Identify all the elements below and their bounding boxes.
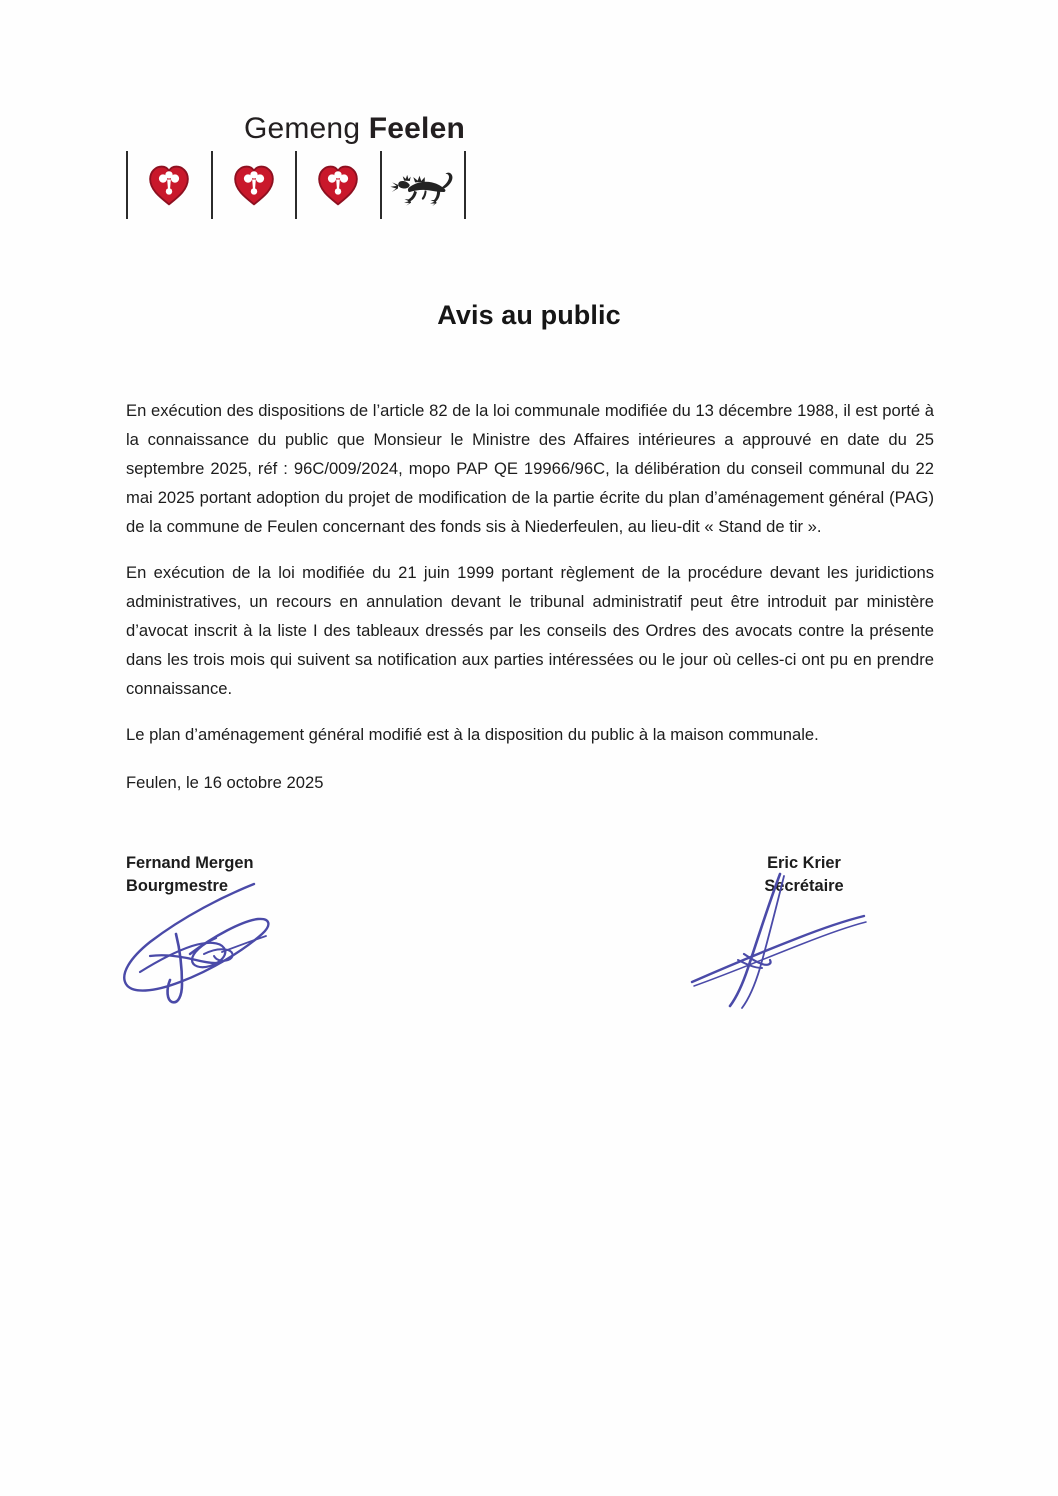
signatory-name: Fernand Mergen [126, 854, 254, 872]
wordmark-feelen: Feelen [368, 112, 465, 145]
signature-row [126, 852, 934, 1032]
signature-block-mayor [126, 852, 426, 898]
coat-of-arms [126, 151, 466, 219]
wordmark-gemeng: Gemeng [243, 112, 361, 145]
paragraph-appeal: En exécution de la loi modifiée du 21 juin 1999 portant règlement de la procédure devant les juridictions administratives, un recours en annulation devant le tribunal administratif peut être introduit par ministère d’avocat inscrit à la liste I des tableaux dressés par les conseils des Ordres des avocats contre la présente dans les trois mois qui suivent sa notification aux parties intéressées ou le jour où celles-ci ont pu en prendre connaissance. [126, 563, 934, 698]
crest-cell-3 [297, 151, 380, 219]
heart-clover-icon [231, 162, 277, 208]
heart-clover-icon [146, 162, 192, 208]
paragraph-approval: En exécution des dispositions de l’article 82 de la loi communale modifiée du 13 décembre 1988, il est porté à la connaissance du public que Monsieur le Ministre des Affaires intérieures a approuvé en date du 25 septembre 2025, réf : 96C/009/2024, mopo PAP QE 19966/96C, la délibération du conseil communal du 22 mai 2025 portant adoption du projet de modification de la partie écrite du plan d’aménagement général (PAG) de la commune de Feulen concernant des fonds sis à Niederfeulen, au lieu-dit « Stand de tir ». [126, 401, 934, 536]
heraldic-lion-icon [387, 163, 459, 207]
letterhead [126, 112, 466, 219]
place-date-line: Feulen, le 16 octobre 2025 [126, 773, 324, 792]
signature-block-secretary [674, 852, 934, 898]
paragraph-availability: Le plan d’aménagement général modifié est à la disposition du public à la maison communale. [126, 725, 819, 744]
page-title: Avis au public [437, 300, 621, 331]
signatory-role: Bourgmestre [126, 877, 229, 895]
crest-divider [464, 151, 466, 219]
crest-cell-4 [382, 151, 465, 219]
crest-cell-1 [128, 151, 211, 219]
document-body [126, 396, 934, 797]
signatory-name: Eric Krier [767, 854, 841, 872]
signatory-role: Secrétaire [764, 877, 844, 895]
heart-clover-icon [315, 162, 361, 208]
crest-cell-2 [213, 151, 296, 219]
municipality-wordmark [126, 112, 466, 146]
